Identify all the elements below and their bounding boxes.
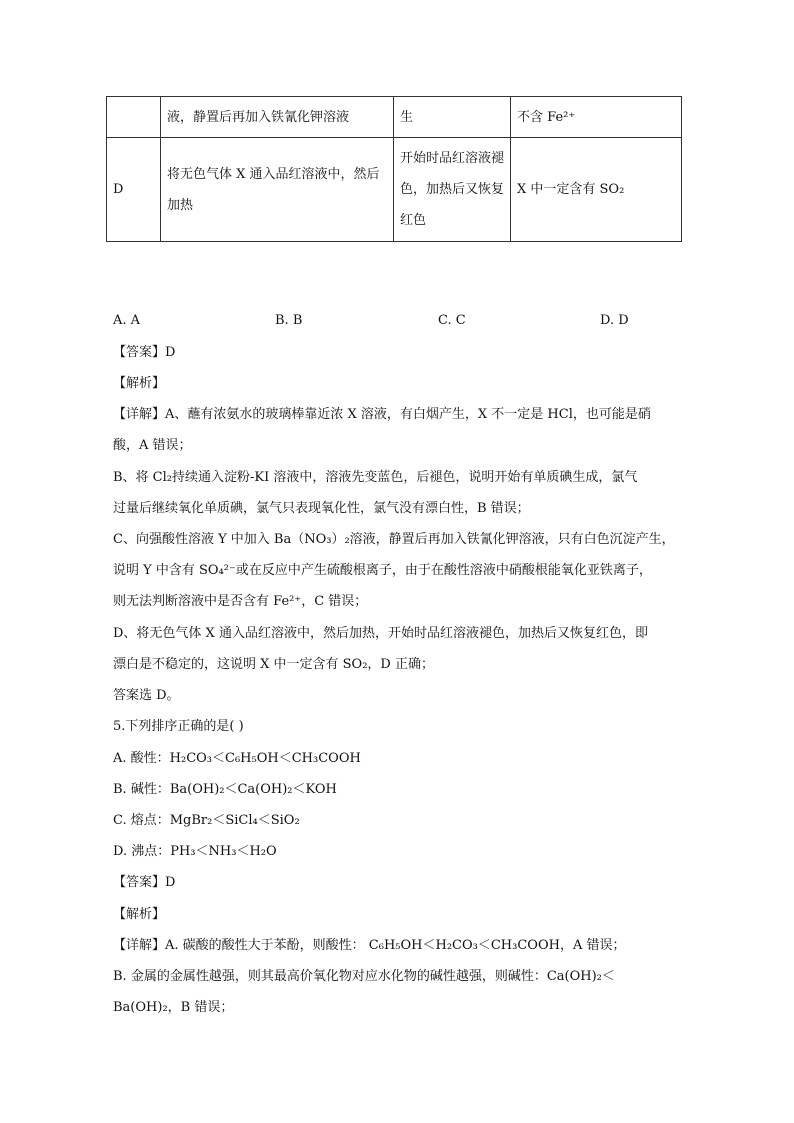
explanation-line: 则无法判断溶液中是否含有 Fe²⁺，C 错误； [113, 594, 368, 609]
explanation-line: Ba(OH)₂，B 错误； [113, 1000, 234, 1015]
phenomenon-cell: 开始时品红溶液褪色，加热后又恢复红色 [394, 138, 511, 242]
question-option: B. 碱性：Ba(OH)₂＜Ca(OH)₂＜KOH [113, 782, 337, 797]
question-table [106, 96, 682, 242]
explanation-line: C、向强酸性溶液 Y 中加入 Ba（NO₃）₂溶液，静置后再加入铁氰化钾溶液，只有白色沉淀产生， [113, 532, 675, 547]
explanation-line: 过量后继续氧化单质碘，氯气只表现氧化性，氯气没有漂白性，B 错误； [113, 501, 530, 516]
option-cell: D [107, 138, 161, 242]
question-stem: 5.下列排序正确的是( ) [113, 719, 244, 734]
operation-cell: 液，静置后再加入铁氰化钾溶液 [161, 97, 394, 138]
table-row [107, 97, 682, 138]
explanation-line: 漂白是不稳定的，这说明 X 中一定含有 SO₂，D 正确； [113, 657, 434, 672]
explanation-line: B、将 Cl₂持续通入淀粉-KI 溶液中，溶液先变蓝色，后褪色，说明开始有单质碘生成，氯气 [113, 470, 638, 485]
answer-option-a: A. A [113, 313, 141, 328]
question-option: A. 酸性：H₂CO₃＜C₆H₅OH＜CH₃COOH [113, 751, 361, 766]
answer-option-d: D. D [600, 313, 629, 328]
explanation-line: B. 金属的金属性越强，则其最高价氧化物对应水化物的碱性越强，则碱性：Ca(OH)₂＜ [113, 969, 615, 984]
conclusion-cell: X 中一定含有 SO₂ [511, 138, 682, 242]
answer-option-c: C. C [438, 313, 466, 328]
explanation-line: 【详解】A. 碳酸的酸性大于苯酚，则酸性： C₆H₅OH＜H₂CO₃＜CH₃COOH，A 错误； [113, 938, 626, 953]
question-option: C. 熔点：MgBr₂＜SiCl₄＜SiO₂ [113, 813, 300, 828]
explanation-line: D、将无色气体 X 通入品红溶液中，然后加热，开始时品红溶液褪色，加热后又恢复红色，即 [113, 626, 648, 641]
answer-label: 【答案】D [113, 345, 176, 360]
table-row [107, 138, 682, 242]
analysis-heading: 【解析】 [113, 376, 166, 391]
question-option: D. 沸点：PH₃＜NH₃＜H₂O [113, 844, 277, 859]
operation-cell: 将无色气体 X 通入品红溶液中，然后加热 [161, 138, 394, 242]
phenomenon-cell: 生 [394, 97, 511, 138]
answer-label: 【答案】D [113, 875, 176, 890]
explanation-line: 【详解】A、蘸有浓氨水的玻璃棒靠近浓 X 溶液，有白烟产生，X 不一定是 HCl，也可能是硝 [113, 407, 651, 422]
explanation-line: 说明 Y 中含有 SO₄²⁻或在反应中产生硫酸根离子，由于在酸性溶液中硝酸根能氧化亚铁离子， [113, 563, 652, 578]
analysis-heading: 【解析】 [113, 907, 166, 922]
answer-option-b: B. B [275, 313, 303, 328]
conclusion-cell: 不含 Fe²⁺ [511, 97, 682, 138]
explanation-line: 酸，A 错误； [113, 438, 192, 453]
explanation-line: 答案选 D。 [113, 688, 180, 703]
option-cell [107, 97, 161, 138]
